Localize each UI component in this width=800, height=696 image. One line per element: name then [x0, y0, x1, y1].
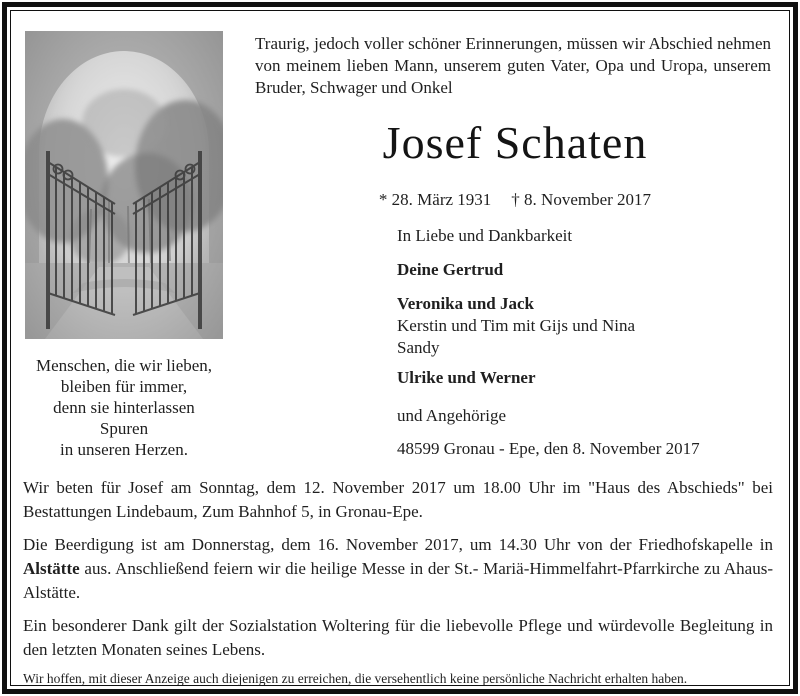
poem-line: Menschen, die wir lieben,: [35, 356, 213, 375]
gate-archway-illustration: [25, 31, 223, 339]
deceased-name: Josef Schaten: [382, 117, 648, 168]
mourner-name: Kerstin und Tim mit Gijs und Nina: [397, 316, 636, 335]
service-details-section: [23, 476, 775, 686]
poem-line: denn sie hinterlassen: [53, 398, 195, 417]
mourning-border-outer: [2, 2, 798, 694]
dedication-line: In Liebe und Dankbarkeit: [397, 226, 573, 245]
mourners-block: [397, 225, 775, 460]
place-date-line: 48599 Gronau - Epe, den 8. November 2017: [397, 439, 700, 458]
death-date: † 8. November 2017: [511, 190, 652, 209]
mourning-border-inner: [10, 10, 790, 686]
mourner-name: Ulrike und Werner: [397, 368, 536, 387]
mourner-name: und Angehörige: [397, 406, 507, 425]
funeral-place-bold: Alstätte: [23, 559, 80, 578]
right-column: [255, 25, 775, 460]
intro-text: Traurig, jedoch voller schöner Erinnerungen, müssen wir Abschied nehmen von meinem lieben Mann, unserem guten Vater, Opa und Uropa, unserem Bruder, Schwager und Onkel: [255, 34, 771, 97]
funeral-paragraph: [23, 533, 775, 605]
funeral-text-before: Die Beerdigung ist am Donnerstag, dem 16. November 2017, um 14.30 Uhr von der Friedhofskapelle in: [23, 535, 773, 554]
poem-line: in unseren Herzen.: [60, 440, 188, 459]
funeral-text-after: aus. Anschließend feiern wir die heilige Messe in der St.- Mariä-Himmelfahrt-Pfarrkirche zu Ahaus-Alstätte.: [23, 559, 773, 602]
left-column: [23, 25, 255, 460]
poem-line: Spuren: [99, 419, 149, 438]
mourner-name: Deine Gertrud: [397, 260, 504, 279]
top-section: [23, 25, 775, 460]
mourner-name: Veronika und Jack: [397, 294, 534, 313]
life-dates: [255, 189, 775, 211]
fine-print: Wir hoffen, mit dieser Anzeige auch diejenigen zu erreichen, die versehentlich keine persönliche Nachricht erhalten haben.: [23, 671, 688, 686]
poem-line: bleiben für immer,: [60, 377, 188, 396]
memorial-photo-cemetery-gate: [25, 31, 223, 339]
thanks-paragraph: Ein besonderer Dank gilt der Sozialstation Woltering für die liebevolle Pflege und würdevolle Begleitung in den letzten Monaten seines Lebens.: [23, 616, 773, 659]
memorial-poem: [23, 355, 225, 460]
birth-date: * 28. März 1931: [378, 190, 492, 209]
prayer-service-paragraph: Wir beten für Josef am Sonntag, dem 12. November 2017 um 18.00 Uhr im "Haus des Abschieds" bei Bestattungen Lindebaum, Zum Bahnhof 5, in Gronau-Epe.: [23, 478, 773, 521]
mourner-name: Sandy: [397, 338, 440, 357]
